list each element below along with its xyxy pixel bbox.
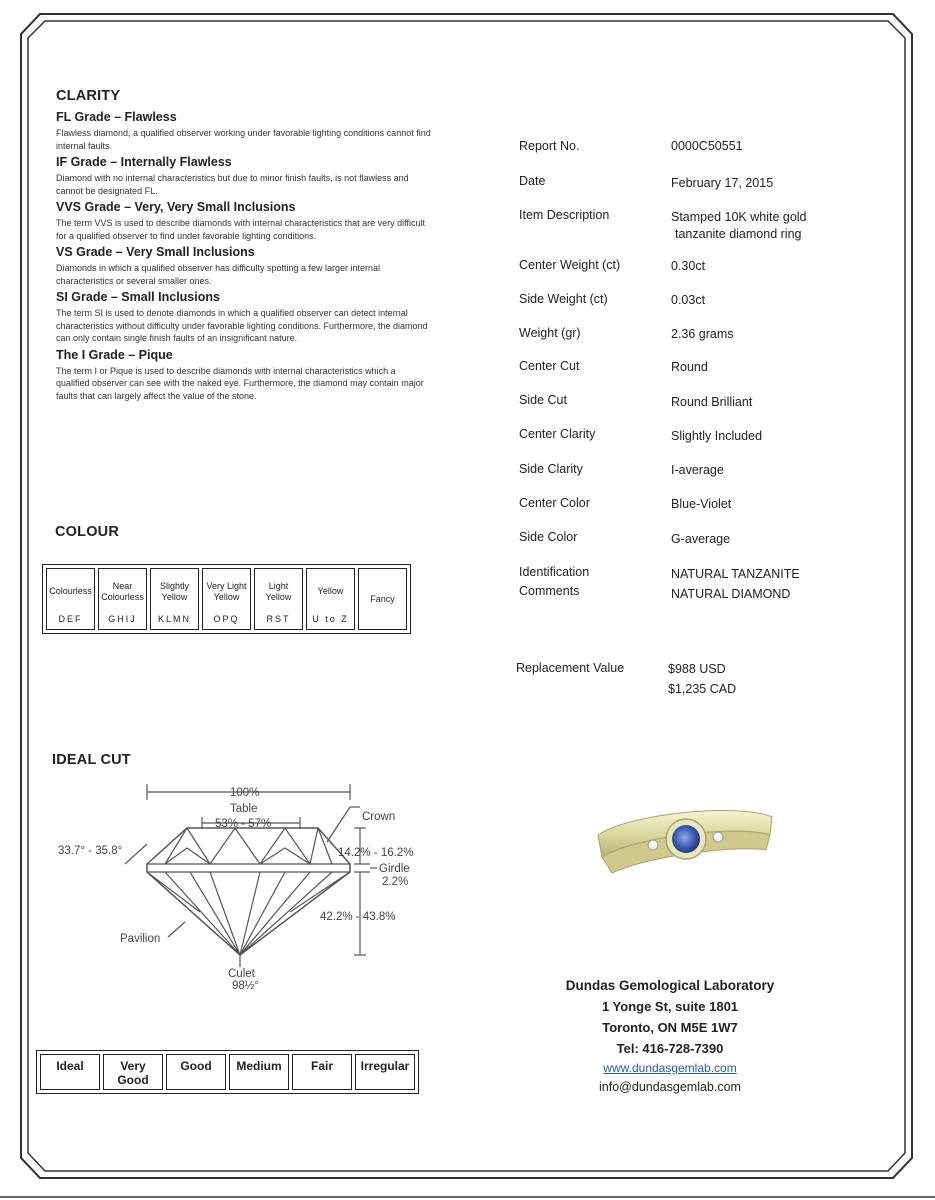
colour-cell-light-yellow: Light Yellow RST <box>254 568 303 630</box>
diagram-crown-angle: 33.7° - 35.8° <box>58 845 123 857</box>
side-cut-value: Round Brilliant <box>671 395 753 409</box>
grade-description: Flawless diamond, a qualified observer working under favorable lighting conditions cannot find internal faults. <box>56 128 431 151</box>
diagram-crown-label: Crown <box>362 811 396 823</box>
colour-scale-table <box>42 564 411 634</box>
weight-value: 2.36 grams <box>671 327 734 341</box>
colour-cell-fancy: Fancy <box>358 568 407 630</box>
center-weight-value: 0.30ct <box>671 259 706 273</box>
clarity-section <box>56 88 446 405</box>
clarity-grade-vs <box>56 245 446 287</box>
grade-title: VVS Grade – Very, Very Small Inclusions <box>56 200 296 214</box>
clarity-grade-if <box>56 155 446 197</box>
ring-photo <box>590 795 780 880</box>
cut-grade-medium: Medium <box>229 1054 289 1090</box>
grade-description: The term I or Pique is used to describe diamonds with internal characteristics which a qualified observer can see with the naked eye. Furthermore, the diamond may contain major faults that can largely affect the value of the stone. <box>56 365 424 401</box>
grade-title: FL Grade – Flawless <box>56 110 177 124</box>
side-weight-value: 0.03ct <box>671 293 706 307</box>
clarity-grade-fl <box>56 110 446 152</box>
colour-cell-near-colourless: Near Colourless GHIJ <box>98 568 147 630</box>
diagram-crown-height: 14.2% - 16.2% <box>338 847 414 859</box>
date-label: Date <box>519 174 546 188</box>
diamond-proportions-diagram <box>40 772 440 1002</box>
cut-grade-irregular: Irregular <box>355 1054 415 1090</box>
clarity-grade-vvs <box>56 200 446 242</box>
lab-phone: Tel: 416-728-7390 <box>616 1041 724 1056</box>
diagram-girdle-value: 2.2% <box>382 876 409 888</box>
item-description-label: Item Description <box>519 208 610 222</box>
replacement-value-label: Replacement Value <box>516 661 625 675</box>
center-cut-value: Round <box>671 360 708 374</box>
identification-value-1: NATURAL TANZANITE <box>671 567 800 581</box>
weight-label: Weight (gr) <box>519 326 581 340</box>
cut-grade-very-good: Very Good <box>103 1054 163 1090</box>
diagram-girdle-label: Girdle <box>379 863 410 875</box>
cut-grade-table <box>36 1050 419 1094</box>
item-description-line1: Stamped 10K white gold <box>671 210 807 224</box>
side-weight-label: Side Weight (ct) <box>519 292 608 306</box>
grade-title: IF Grade – Internally Flawless <box>56 155 232 169</box>
center-clarity-label: Center Clarity <box>519 427 596 441</box>
diagram-table-range: 53% - 57% <box>215 818 272 830</box>
diagram-width-label: 100% <box>230 787 260 799</box>
colour-title: COLOUR <box>55 524 120 540</box>
colour-cell-yellow: Yellow U to Z <box>306 568 355 630</box>
clarity-title: CLARITY <box>56 88 121 104</box>
diagram-culet-value: 98½° <box>232 980 259 992</box>
side-color-label: Side Color <box>519 530 578 544</box>
lab-address-line2: Toronto, ON M5E 1W7 <box>602 1020 738 1035</box>
center-cut-label: Center Cut <box>519 359 580 373</box>
grade-title: SI Grade – Small Inclusions <box>56 290 220 304</box>
identification-label: Identification <box>519 565 590 579</box>
center-weight-label: Center Weight (ct) <box>519 258 621 272</box>
side-cut-label: Side Cut <box>519 393 567 407</box>
side-color-value: G-average <box>671 532 731 546</box>
center-clarity-value: Slightly Included <box>671 429 763 443</box>
comments-label: Comments <box>519 584 580 598</box>
center-color-label: Center Color <box>519 496 590 510</box>
ideal-cut-title: IDEAL CUT <box>52 752 131 768</box>
identification-value-2: NATURAL DIAMOND <box>671 587 791 601</box>
date-value: February 17, 2015 <box>671 176 774 190</box>
side-clarity-value: I-average <box>671 463 724 477</box>
lab-email[interactable]: info@dundasgemlab.com <box>599 1080 741 1094</box>
colour-cell-very-light-yellow: Very Light Yellow OPQ <box>202 568 251 630</box>
cut-grade-ideal: Ideal <box>40 1054 100 1090</box>
colour-cell-slightly-yellow: Slightly Yellow KLMN <box>150 568 199 630</box>
cut-grade-fair: Fair <box>292 1054 352 1090</box>
lab-name: Dundas Gemological Laboratory <box>565 978 775 993</box>
diagram-table-label: Table <box>230 803 258 815</box>
item-description-line2: tanzanite diamond ring <box>675 227 802 241</box>
grade-title: The I Grade – Pique <box>56 347 173 362</box>
side-clarity-label: Side Clarity <box>519 462 583 476</box>
center-color-value: Blue-Violet <box>671 497 732 511</box>
diagram-culet-label: Culet <box>228 968 255 980</box>
clarity-grade-si <box>56 290 446 345</box>
grade-description: The term SI is used to denote diamonds in which a qualified observer can detect internal characteristics without difficulty under favorable lighting conditions. Furthermore, the diamond can only contain single finish faults of an insignificant nature. <box>56 308 428 343</box>
replacement-value-cad: $1,235 CAD <box>668 682 737 696</box>
grade-description: The term VVS is used to describe diamonds with internal characteristics that are very difficult for a qualified observer to find under favorable lighting conditions. <box>56 218 425 241</box>
cut-grade-good: Good <box>166 1054 226 1090</box>
grade-title: VS Grade – Very Small Inclusions <box>56 245 255 259</box>
lab-address-line1: 1 Yonge St, suite 1801 <box>601 999 739 1014</box>
grade-description: Diamonds in which a qualified observer has difficulty spotting a few larger internal characteristics or several smaller ones. <box>56 263 381 286</box>
grade-description: Diamond with no internal characteristics but due to minor finish faults, is not flawless and cannot be designated FL. <box>56 173 409 196</box>
report-no-value: 0000C50551 <box>671 139 743 153</box>
report-no-label: Report No. <box>519 139 580 153</box>
lab-website-link[interactable]: www.dundasgemlab.com <box>603 1061 737 1075</box>
diagram-pavilion-label: Pavilion <box>120 933 161 945</box>
replacement-value-usd: $988 USD <box>668 662 726 676</box>
clarity-grade-i <box>56 348 446 403</box>
diagram-pavilion-depth: 42.2% - 43.8% <box>320 911 396 923</box>
colour-cell-colourless: Colourless DEF <box>46 568 95 630</box>
lab-info <box>530 975 810 1096</box>
